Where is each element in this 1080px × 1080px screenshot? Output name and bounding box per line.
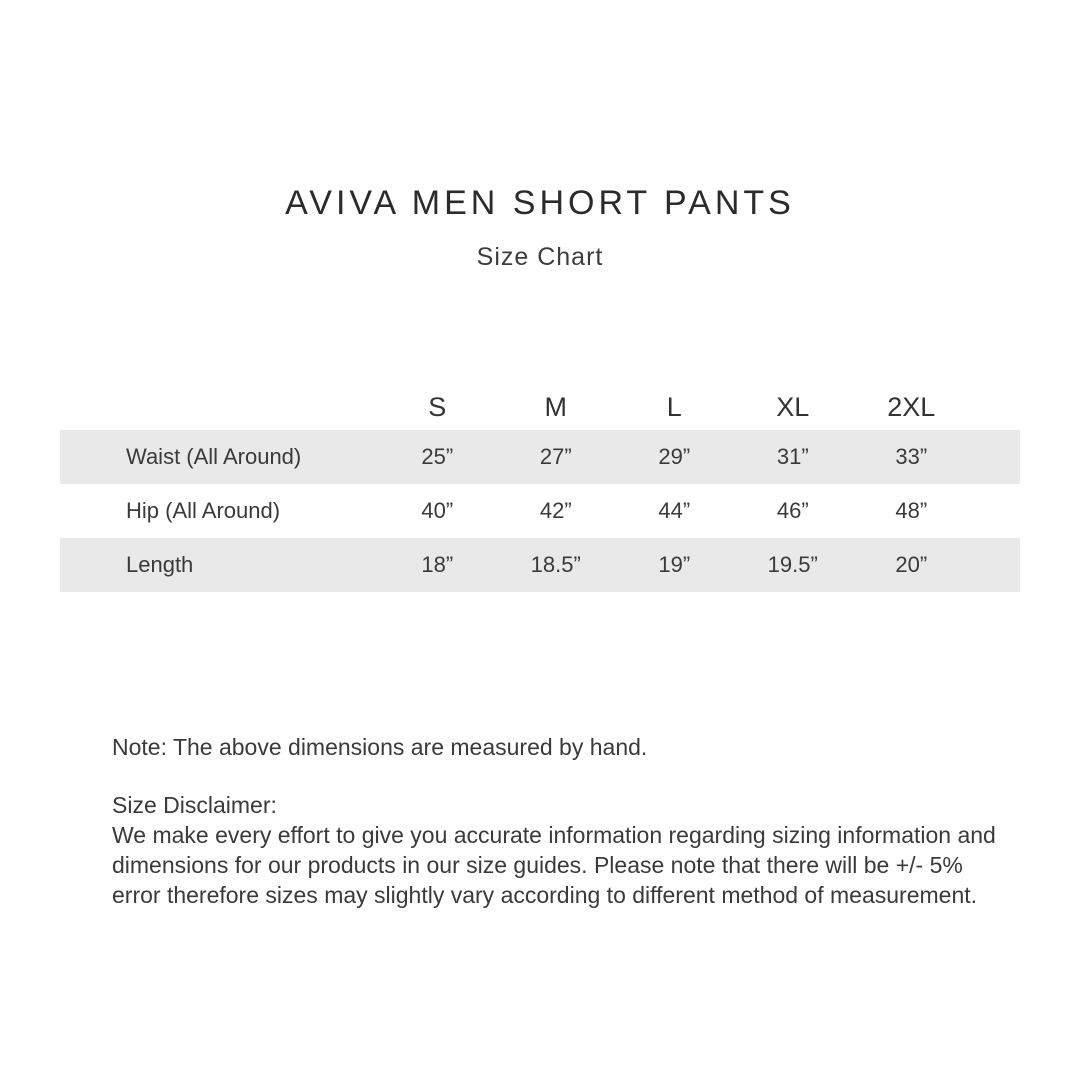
size-value-cell: 46” bbox=[776, 498, 809, 523]
row-label: Hip (All Around) bbox=[126, 498, 281, 523]
size-value-cell: 33” bbox=[895, 444, 928, 469]
size-value-cell: 40” bbox=[421, 498, 454, 523]
size-table-spacer-cell bbox=[971, 384, 1021, 430]
size-value-cell: 44” bbox=[658, 498, 691, 523]
page-subtitle: Size Chart bbox=[476, 243, 604, 271]
size-column-header: M bbox=[544, 391, 567, 422]
size-value-cell: 19” bbox=[658, 552, 691, 577]
size-value-cell: 42” bbox=[539, 498, 572, 523]
row-label: Waist (All Around) bbox=[126, 444, 302, 469]
row-spacer-cell bbox=[971, 430, 1021, 484]
disclaimer-heading: Size Disclaimer: bbox=[112, 792, 277, 818]
table-row bbox=[60, 484, 1020, 538]
table-row bbox=[60, 430, 1020, 484]
size-column-header: L bbox=[666, 391, 682, 422]
table-row bbox=[60, 538, 1020, 592]
row-label: Length bbox=[126, 552, 194, 577]
size-table-corner-cell bbox=[60, 384, 378, 430]
size-table bbox=[60, 384, 1020, 592]
size-value-cell: 31” bbox=[776, 444, 809, 469]
footnotes bbox=[112, 732, 1007, 910]
size-value-cell: 19.5” bbox=[767, 552, 818, 577]
size-value-cell: 27” bbox=[539, 444, 572, 469]
size-value-cell: 48” bbox=[895, 498, 928, 523]
size-value-cell: 29” bbox=[658, 444, 691, 469]
size-value-cell: 25” bbox=[421, 444, 454, 469]
size-value-cell: 18” bbox=[421, 552, 454, 577]
row-spacer-cell bbox=[971, 538, 1021, 592]
row-spacer-cell bbox=[971, 484, 1021, 538]
size-value-cell: 20” bbox=[895, 552, 928, 577]
size-column-header: XL bbox=[776, 391, 810, 422]
page-title: AVIVA MEN SHORT PANTS bbox=[285, 184, 795, 222]
size-column-header: 2XL bbox=[887, 391, 936, 422]
size-column-header: S bbox=[428, 391, 447, 422]
size-table-header-row bbox=[60, 384, 1020, 430]
measurement-note: Note: The above dimensions are measured by hand. bbox=[112, 734, 648, 760]
size-value-cell: 18.5” bbox=[530, 552, 581, 577]
disclaimer-body: We make every effort to give you accurate information regarding sizing information and dimensions for our products in our size guides. Please note that there will be +/- 5% error therefore sizes may slightly vary according to different method of measurement. bbox=[112, 822, 996, 908]
